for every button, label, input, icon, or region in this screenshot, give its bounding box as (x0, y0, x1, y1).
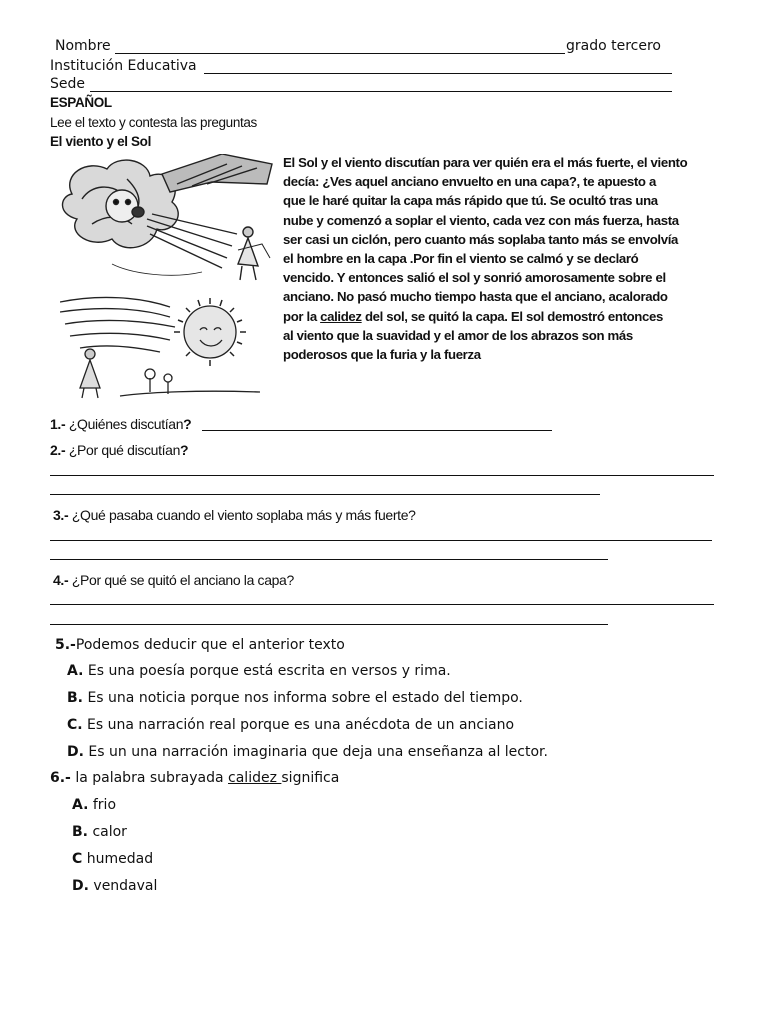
institution-label: Institución Educativa (50, 58, 197, 74)
option-letter: C (72, 851, 83, 867)
question-1 (50, 416, 191, 432)
q1-mark: ? (183, 416, 192, 432)
q6-option-a[interactable] (72, 797, 116, 813)
question-3 (53, 507, 416, 523)
story-line: el hombre en la capa .Por fin el viento se calmó y se declaró (283, 251, 639, 267)
option-text: Es una noticia porque nos informa sobre el estado del tiempo. (83, 690, 523, 706)
option-letter: B. (72, 824, 88, 840)
sun-illustration (60, 292, 272, 400)
q1-answer-line[interactable] (202, 430, 552, 431)
underlined-word: calidez (320, 308, 362, 324)
question-6 (50, 770, 339, 786)
option-text: Es un una narración imaginaria que deja una enseñanza al lector. (83, 744, 548, 760)
institution-field[interactable] (204, 73, 672, 74)
subject-heading: ESPAÑOL (50, 95, 112, 110)
option-text: calor (88, 824, 127, 840)
q4-answer-line-1[interactable] (50, 604, 714, 605)
q5-text: Podemos deducir que el anterior texto (75, 637, 345, 653)
q6-post: significa (281, 770, 340, 786)
q6-option-b[interactable] (72, 824, 127, 840)
option-text: Es una narración real porque es una anécdota de un anciano (82, 717, 515, 733)
story-line: El Sol y el viento discutían para ver quién era el más fuerte, el viento (283, 155, 688, 170)
story-title: El viento y el Sol (50, 134, 151, 149)
option-letter: C. (67, 717, 83, 733)
q6-underlined-word: calidez (228, 770, 282, 786)
story-line: ser casi un ciclón, pero cuanto más soplaba tanto más se envolvía (283, 231, 679, 247)
q2-answer-line-1[interactable] (50, 475, 714, 476)
wind-illustration (52, 154, 274, 288)
option-text: frio (88, 797, 117, 813)
name-label: Nombre (55, 38, 111, 54)
story-line: poderosos que la furia y la fuerza (283, 347, 481, 363)
instruction-text: Lee el texto y contesta las preguntas (50, 115, 257, 130)
q1-text: ¿Quiénes discutían (65, 416, 184, 432)
q2-text: ¿Por qué discutían (65, 442, 181, 458)
option-letter: D. (67, 744, 84, 760)
story-line: vencido. Y entonces salió el sol y sonrió amorosamente sobre el (283, 270, 666, 286)
q5-number: 5.- (55, 637, 76, 653)
q5-option-b[interactable] (67, 690, 523, 706)
story-line: anciano. No pasó mucho tiempo hasta que el anciano, acalorado (283, 289, 668, 305)
q3-text: ¿Qué pasaba cuando el viento soplaba más y más fuerte? (68, 507, 416, 523)
story-line: decía: ¿Ves aquel anciano envuelto en una capa?, te apuesto a (283, 174, 656, 190)
option-letter: A. (67, 663, 84, 679)
story-line: nube y comenzó a soplar el viento, cada vez con más fuerza, hasta (283, 212, 679, 228)
q5-option-c[interactable] (67, 717, 514, 733)
q2-answer-line-2[interactable] (50, 494, 600, 495)
q4-text: ¿Por qué se quitó el anciano la capa? (68, 572, 294, 588)
sede-label: Sede (50, 76, 85, 92)
option-letter: B. (67, 690, 83, 706)
story-line-9-post: del sol, se quitó la capa. El sol demostró entonces (361, 308, 663, 324)
q6-option-c[interactable] (72, 851, 153, 867)
q5-option-d[interactable] (67, 744, 548, 760)
story-line: que le haré quitar la capa más rápido que tú. Se ocultó tras una (283, 193, 658, 209)
option-text: vendaval (88, 878, 158, 894)
option-text: Es una poesía porque está escrita en versos y rima. (83, 663, 451, 679)
q3-number: 3.- (53, 507, 69, 523)
q6-number: 6.- (50, 770, 71, 786)
q3-answer-line-1[interactable] (50, 540, 712, 541)
q4-answer-line-2[interactable] (50, 624, 608, 625)
q1-number: 1.- (50, 416, 66, 432)
story-line: al viento que la suavidad y el amor de los abrazos son más (283, 327, 633, 343)
q2-mark: ? (180, 442, 189, 458)
q6-option-d[interactable] (72, 878, 157, 894)
question-2 (50, 442, 188, 458)
q5-option-a[interactable] (67, 663, 451, 679)
option-letter: D. (72, 878, 89, 894)
story-line-9-pre: por la (283, 308, 321, 324)
q3-answer-line-2[interactable] (50, 559, 608, 560)
story-text (283, 153, 721, 364)
option-text: humedad (82, 851, 154, 867)
option-letter: A. (72, 797, 89, 813)
question-4 (53, 572, 294, 588)
grade-label: grado tercero (566, 38, 661, 54)
q6-pre: la palabra subrayada (70, 770, 229, 786)
q2-number: 2.- (50, 442, 66, 458)
sede-field[interactable] (90, 91, 672, 92)
name-field[interactable] (115, 53, 565, 54)
story-line (283, 307, 721, 326)
question-5 (55, 637, 345, 653)
q4-number: 4.- (53, 572, 69, 588)
